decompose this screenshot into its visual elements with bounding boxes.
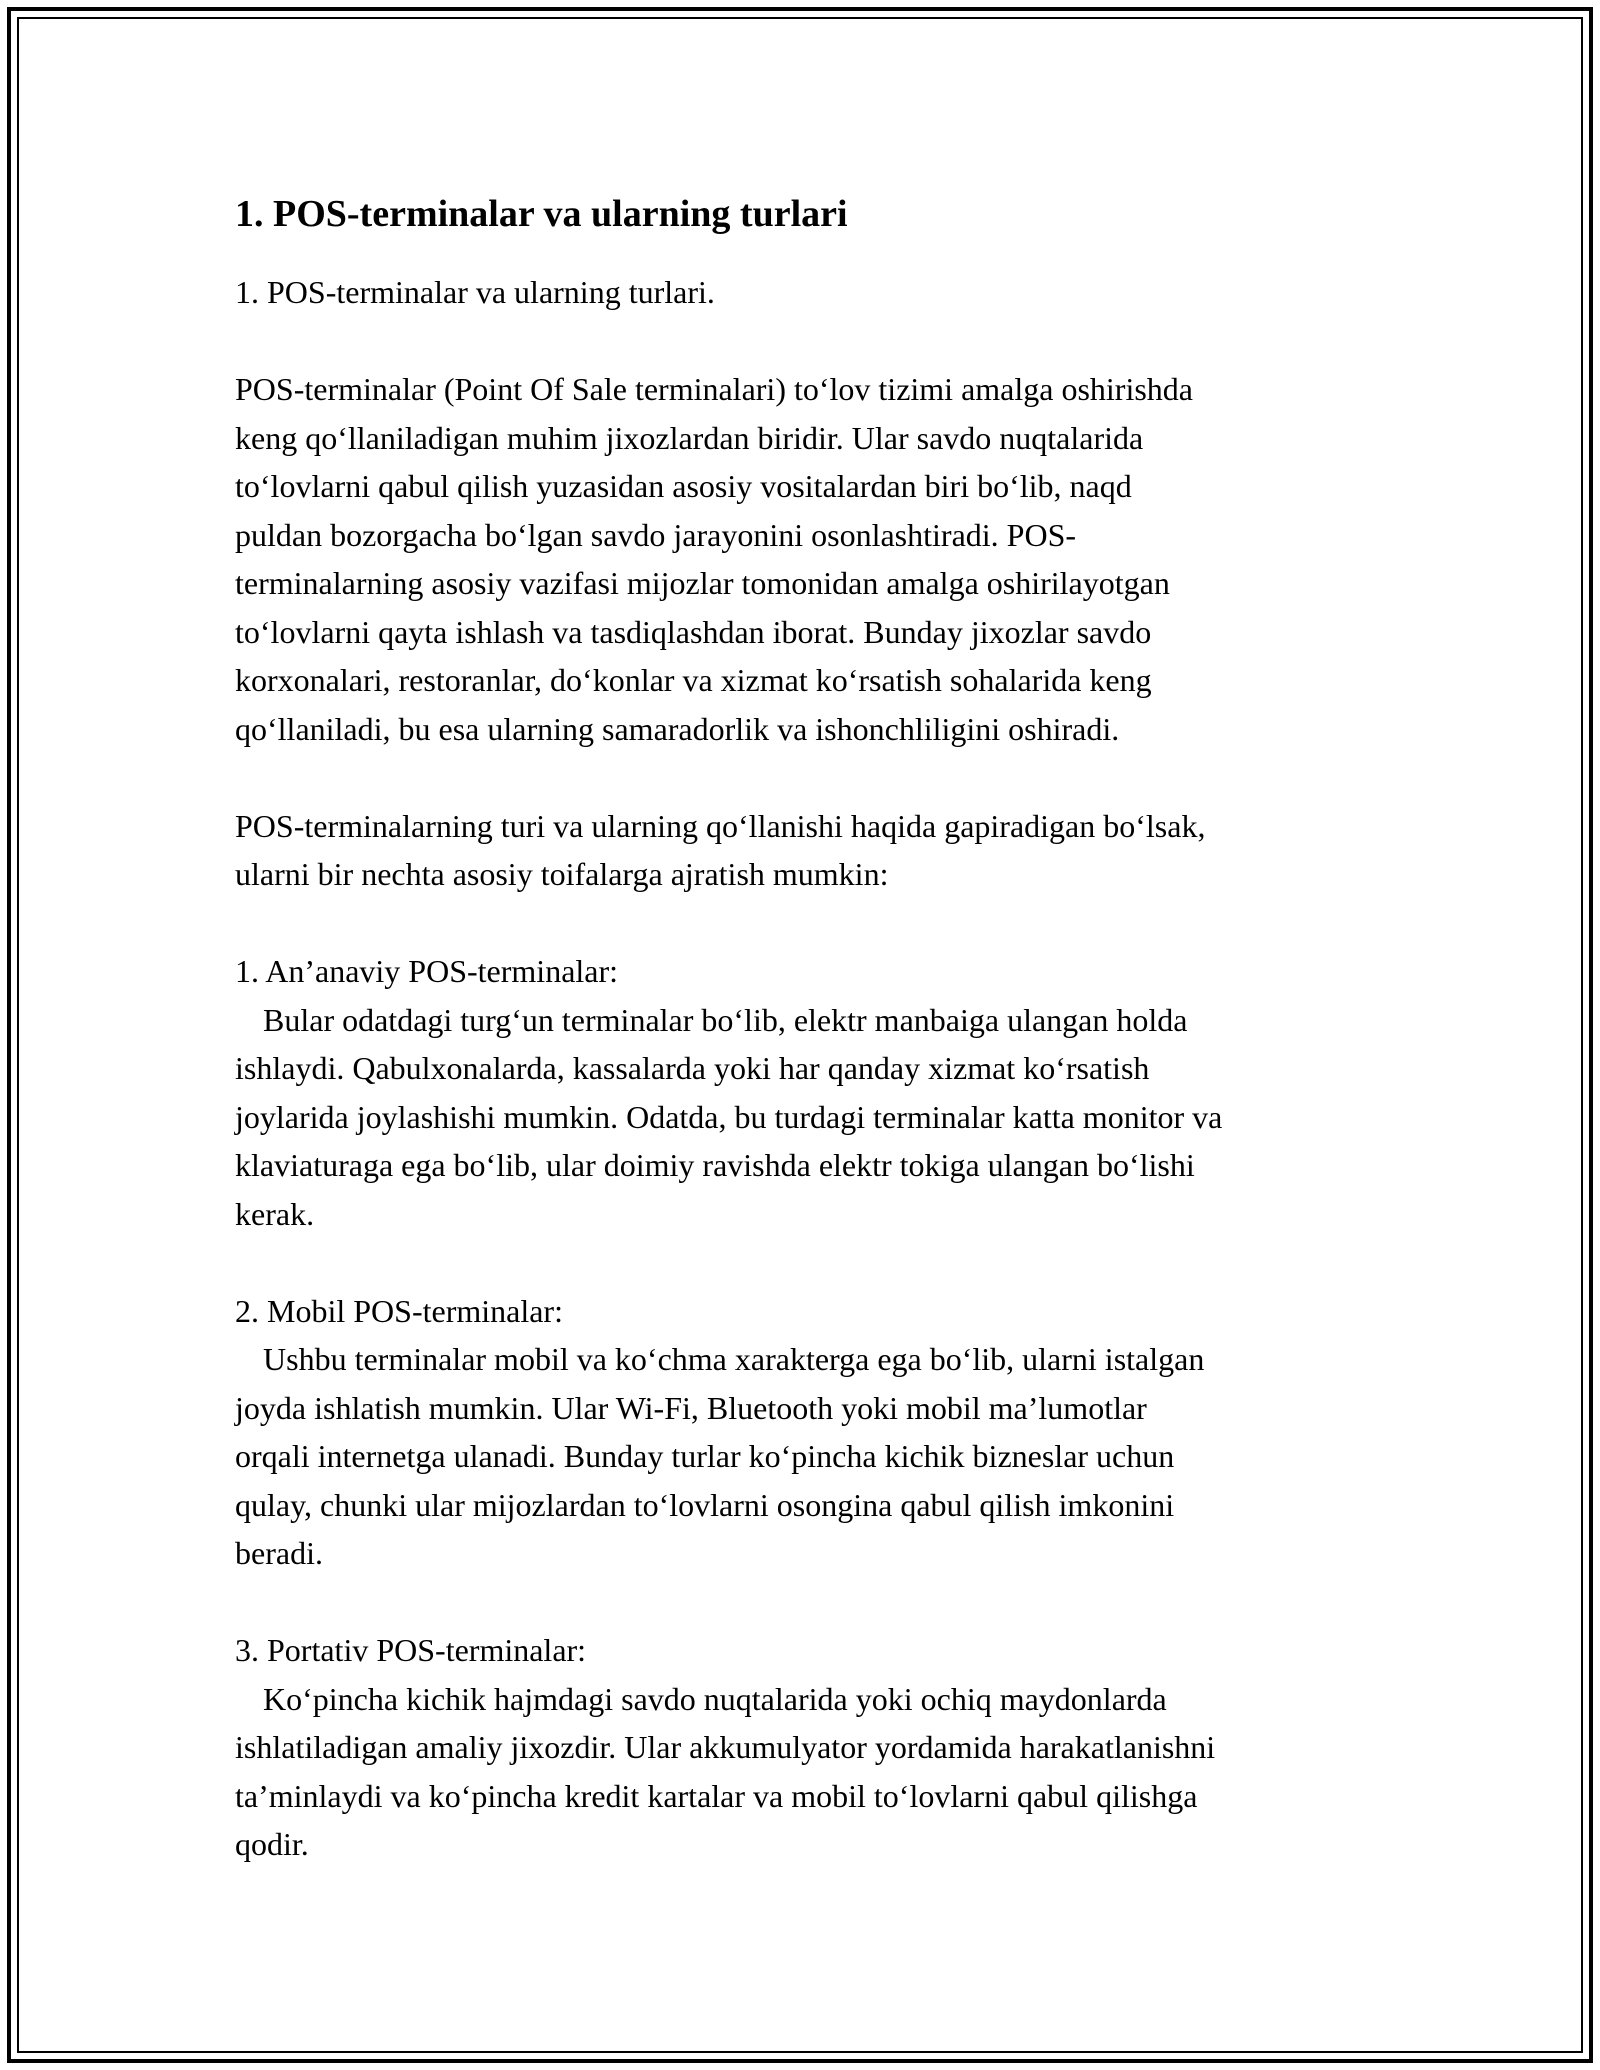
- paragraph-line: ishlatiladigan amaliy jixozdir. Ular akkumulyator yordamida harakatlanishni: [235, 1729, 1216, 1765]
- paragraph-line: joyda ishlatish mumkin. Ular Wi-Fi, Bluetooth yoki mobil ma’lumotlar: [235, 1389, 1147, 1426]
- paragraph-line: Ushbu terminalar mobil va ko‘chma xarakterga ega bo‘lib, ularni istalgan: [263, 1341, 1205, 1377]
- paragraph-spacer: [235, 753, 1395, 802]
- paragraph-line: klaviaturaga ega bo‘lib, ular doimiy ravishda elektr tokiga ulangan bo‘lishi: [235, 1147, 1195, 1183]
- paragraph-line: Ko‘pincha kichik hajmdagi savdo nuqtalarida yoki ochiq maydonlarda: [263, 1680, 1167, 1717]
- paragraph-line: orqali internetga ulanadi. Bunday turlar ko‘pincha kichik bizneslar uchun: [235, 1438, 1175, 1474]
- paragraph-line: qo‘llaniladi, bu esa ularning samaradorlik va ishonchliligini oshiradi.: [235, 710, 1120, 747]
- paragraph-line: Bular odatdagi turg‘un terminalar bo‘lib, elektr manbaiga ulangan holda: [263, 1001, 1188, 1038]
- paragraph-line: ularni bir nechta asosiy toifalarga ajratish mumkin:: [235, 856, 889, 892]
- paragraph-line: korxonalari, restoranlar, do‘konlar va xizmat ko‘rsatish sohalarida keng: [235, 662, 1152, 698]
- document-subtitle: 1. POS-terminalar va ularning turlari.: [235, 274, 715, 310]
- paragraph-line: POS-terminalarning turi va ularning qo‘llanishi haqida gapiradigan bo‘lsak,: [235, 807, 1206, 844]
- types-intro-paragraph: [235, 802, 1395, 899]
- section-traditional-pos: [235, 947, 1395, 1238]
- section-heading: 3. Portativ POS-terminalar:: [235, 1632, 587, 1668]
- section-heading: 1. An’anaviy POS-terminalar:: [235, 953, 619, 989]
- paragraph-line: terminalarning asosiy vazifasi mijozlar tomonidan amalga oshirilayotgan: [235, 565, 1170, 601]
- intro-paragraph: [235, 365, 1395, 753]
- paragraph-line: qodir.: [235, 1826, 309, 1862]
- paragraph-spacer: [235, 1238, 1395, 1287]
- paragraph-line: ishlaydi. Qabulxonalarda, kassalarda yoki har qanday xizmat ko‘rsatish: [235, 1050, 1150, 1086]
- paragraph-line: joylarida joylashishi mumkin. Odatda, bu turdagi terminalar katta monitor va: [235, 1098, 1223, 1135]
- paragraph-line: to‘lovlarni qabul qilish yuzasidan asosiy vositalardan biri bo‘lib, naqd: [235, 468, 1132, 504]
- paragraph-line: qulay, chunki ular mijozlardan to‘lovlarni osongina qabul qilish imkonini: [235, 1486, 1175, 1523]
- document-title: 1. POS-terminalar va ularning turlari: [235, 193, 848, 235]
- section-mobile-pos: [235, 1287, 1395, 1578]
- section-portable-pos: [235, 1626, 1395, 1869]
- paragraph-spacer: [235, 1578, 1395, 1627]
- paragraph-line: keng qo‘llaniladigan muhim jixozlardan biridir. Ular savdo nuqtalarida: [235, 419, 1144, 456]
- paragraph-line: kerak.: [235, 1195, 315, 1232]
- paragraph-line: ta’minlaydi va ko‘pincha kredit kartalar va mobil to‘lovlarni qabul qilishga: [235, 1777, 1198, 1814]
- document-body: [235, 186, 1395, 1869]
- section-heading: 2. Mobil POS-terminalar:: [235, 1292, 563, 1329]
- paragraph-spacer: [235, 899, 1395, 948]
- paragraph-line: beradi.: [235, 1535, 323, 1571]
- paragraph-line: POS-terminalar (Point Of Sale terminalari) to‘lov tizimi amalga oshirishda: [235, 371, 1193, 407]
- paragraph-line: puldan bozorgacha bo‘lgan savdo jarayonini osonlashtiradi. POS-: [235, 516, 1077, 553]
- paragraph-spacer: [235, 317, 1395, 366]
- paragraph-line: to‘lovlarni qayta ishlash va tasdiqlashdan iborat. Bunday jixozlar savdo: [235, 613, 1152, 650]
